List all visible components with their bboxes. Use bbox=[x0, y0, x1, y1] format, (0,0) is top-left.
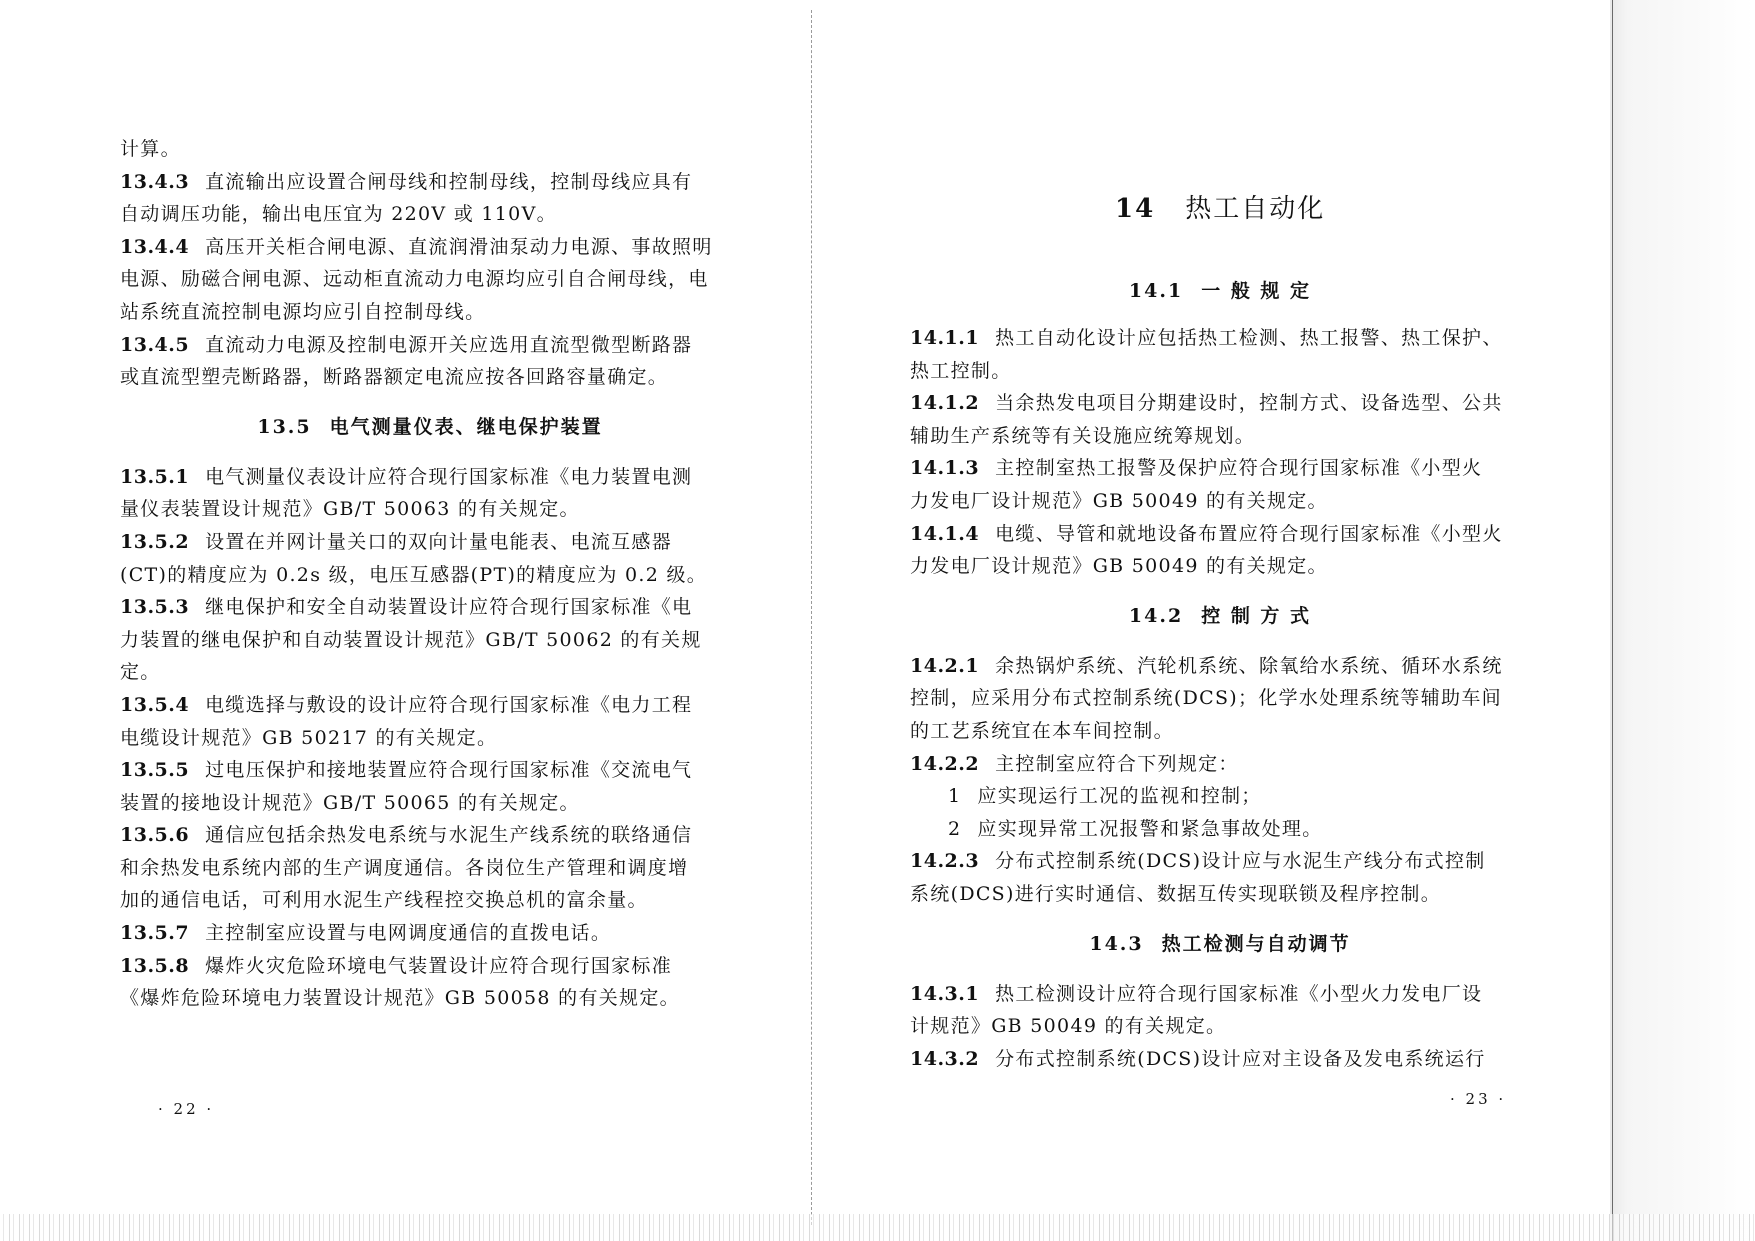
clause-number: 13.5.8 bbox=[120, 954, 190, 977]
section-number: 14.2 bbox=[1128, 604, 1184, 627]
clause-text: 电缆设计规范》GB 50217 的有关规定。 bbox=[120, 726, 498, 749]
section-heading-14-2 bbox=[910, 583, 1530, 650]
clause-line bbox=[120, 361, 740, 394]
left-page bbox=[0, 0, 812, 1241]
clause-text: 电源、励磁合闸电源、远动柜直流动力电源均应引自合闸母线，电 bbox=[120, 268, 709, 291]
clause-text: 辅助生产系统等有关设施应统筹规划。 bbox=[910, 424, 1256, 447]
clause-line bbox=[910, 485, 1530, 518]
right-page-body bbox=[910, 322, 1530, 1075]
clause-text: 或直流型塑壳断路器，断路器额定电流应按各回路容量确定。 bbox=[120, 366, 669, 389]
clause-text: 主控制室应符合下列规定： bbox=[995, 752, 1239, 775]
clause-first-line bbox=[910, 387, 1530, 420]
clause-line bbox=[120, 559, 740, 592]
clause-number: 13.5.1 bbox=[120, 465, 190, 488]
clause-text: 主控制室热工报警及保护应符合现行国家标准《小型火 bbox=[995, 457, 1483, 480]
clause-text: 计算。 bbox=[120, 138, 181, 160]
clause-text: 爆炸火灾危险环境电气装置设计应符合现行国家标准 bbox=[205, 954, 673, 977]
clause-line bbox=[120, 982, 740, 1015]
clause-number: 14.2.2 bbox=[910, 752, 980, 775]
clause-first-line bbox=[120, 526, 740, 559]
clause-line bbox=[120, 263, 740, 296]
clauses-14-1 bbox=[910, 322, 1530, 583]
clause-first-line bbox=[120, 231, 740, 264]
clause-first-line bbox=[910, 978, 1530, 1011]
clause-text: 力装置的继电保护和自动装置设计规范》GB/T 50062 的有关规 bbox=[120, 628, 702, 651]
clause-text: 直流输出应设置合闸母线和控制母线，控制母线应具有 bbox=[205, 170, 693, 193]
clause-number: 13.5.5 bbox=[120, 759, 190, 782]
clause-text: 过电压保护和接地装置应符合现行国家标准《交流电气 bbox=[205, 759, 693, 782]
clause-text: 的工艺系统宜在本车间控制。 bbox=[910, 719, 1174, 742]
clause-text: 站系统直流控制电源均应引自控制母线。 bbox=[120, 300, 486, 323]
clause-text: 定。 bbox=[120, 661, 161, 684]
clause-line bbox=[910, 420, 1530, 453]
section-title: 电气测量仪表、继电保护装置 bbox=[329, 415, 603, 438]
clause-text: 计规范》GB 50049 的有关规定。 bbox=[910, 1015, 1227, 1038]
clause-line bbox=[910, 550, 1530, 583]
clause-number: 14.2.1 bbox=[910, 654, 980, 677]
section-title: 控 制 方 式 bbox=[1201, 604, 1312, 627]
list-item-number: 2 bbox=[948, 817, 962, 840]
clause-line bbox=[120, 624, 740, 657]
clause-first-line bbox=[910, 845, 1530, 878]
clause-first-line bbox=[120, 950, 740, 983]
clause-text: 继电保护和安全自动装置设计应符合现行国家标准《电 bbox=[205, 596, 693, 619]
clause-text: 电缆选择与敷设的设计应符合现行国家标准《电力工程 bbox=[205, 693, 693, 716]
clause-first-line bbox=[120, 591, 740, 624]
clause-number: 13.5.2 bbox=[120, 530, 190, 553]
clauses-14-2-3 bbox=[910, 845, 1530, 910]
clause-first-line bbox=[910, 748, 1530, 781]
list-item bbox=[910, 813, 1530, 846]
clause-number: 13.5.4 bbox=[120, 693, 190, 716]
clause-text: 直流动力电源及控制电源开关应选用直流型微型断路器 bbox=[205, 333, 693, 356]
clause-text: 主控制室应设置与电网调度通信的直拨电话。 bbox=[205, 922, 612, 945]
clause-text: 分布式控制系统(DCS)设计应与水泥生产线分布式控制 bbox=[995, 850, 1486, 873]
section-heading-14-3 bbox=[910, 911, 1530, 978]
list-item-number: 1 bbox=[948, 785, 962, 808]
clause-text: 当余热发电项目分期建设时，控制方式、设备选型、公共 bbox=[995, 392, 1503, 415]
clause-number: 14.1.3 bbox=[910, 457, 980, 480]
chapter-number: 14 bbox=[1115, 194, 1156, 224]
clause-line bbox=[910, 878, 1530, 911]
clause-text: 电气测量仪表设计应符合现行国家标准《电力装置电测 bbox=[205, 465, 693, 488]
section-title: 热工检测与自动调节 bbox=[1161, 932, 1351, 955]
clause-text: 高压开关柜合闸电源、直流润滑油泵动力电源、事故照明 bbox=[205, 235, 713, 258]
clauses-14-3 bbox=[910, 978, 1530, 1076]
clause-line bbox=[910, 715, 1530, 748]
clause-number: 14.1.1 bbox=[910, 327, 980, 349]
clause-text: 热工检测设计应符合现行国家标准《小型火力发电厂设 bbox=[995, 982, 1483, 1005]
clause-first-line bbox=[910, 322, 1530, 355]
scan-page-edge bbox=[1612, 0, 1613, 1241]
section-heading-14-1 bbox=[910, 258, 1530, 325]
clause-text: 电缆、导管和就地设备布置应符合现行国家标准《小型火 bbox=[995, 522, 1503, 545]
clause-number: 13.4.5 bbox=[120, 333, 190, 356]
clause-number: 14.1.4 bbox=[910, 522, 980, 545]
page-number-left: · 22 · bbox=[158, 1100, 215, 1118]
clause-line bbox=[120, 656, 740, 689]
clause-text: 控制，应采用分布式控制系统(DCS)；化学水处理系统等辅助车间 bbox=[910, 687, 1502, 710]
scan-edge-shadow bbox=[1610, 0, 1755, 1241]
list-item-text: 应实现异常工况报警和紧急事故处理。 bbox=[977, 817, 1323, 840]
clause-text: 系统(DCS)进行实时通信、数据互传实现联锁及程序控制。 bbox=[910, 882, 1442, 905]
clause-text: (CT)的精度应为 0.2s 级，电压互感器(PT)的精度应为 0.2 级。 bbox=[120, 563, 708, 586]
clause-text: 通信应包括余热发电系统与水泥生产线系统的联络通信 bbox=[205, 824, 693, 847]
clause-number: 14.3.1 bbox=[910, 982, 980, 1005]
clause-first-line bbox=[910, 650, 1530, 683]
clause-text: 量仪表装置设计规范》GB/T 50063 的有关规定。 bbox=[120, 498, 580, 521]
clause-text: 和余热发电系统内部的生产调度通信。各岗位生产管理和调度增 bbox=[120, 856, 689, 879]
clause-line bbox=[910, 1010, 1530, 1043]
clause-text: 《爆炸危险环境电力装置设计规范》GB 50058 的有关规定。 bbox=[120, 987, 680, 1010]
clause-line bbox=[120, 493, 740, 526]
page-number-right: · 23 · bbox=[1450, 1090, 1507, 1108]
section-number: 14.3 bbox=[1089, 932, 1144, 955]
clause-text: 自动调压功能，输出电压宜为 220V 或 110V。 bbox=[120, 203, 557, 226]
section-number: 13.5 bbox=[257, 415, 312, 438]
clause-line bbox=[120, 296, 740, 329]
left-page-body bbox=[120, 133, 740, 1015]
clause-line bbox=[120, 884, 740, 917]
clauses-14-2 bbox=[910, 650, 1530, 780]
clause-text: 热工控制。 bbox=[910, 359, 1012, 382]
clause-text: 余热锅炉系统、汽轮机系统、除氧给水系统、循环水系统 bbox=[995, 654, 1503, 677]
clause-number: 13.5.3 bbox=[120, 596, 190, 619]
clause-number: 13.4.3 bbox=[120, 170, 190, 193]
clauses-13-4 bbox=[120, 133, 740, 394]
clause-text: 力发电厂设计规范》GB 50049 的有关规定。 bbox=[910, 489, 1328, 512]
clause-number: 14.1.2 bbox=[910, 392, 980, 415]
clause-first-line bbox=[120, 754, 740, 787]
list-item bbox=[910, 780, 1530, 813]
clause-text: 热工自动化设计应包括热工检测、热工报警、热工保护、 bbox=[995, 327, 1503, 349]
clause-number: 14.2.3 bbox=[910, 850, 980, 873]
section-heading-13-5 bbox=[120, 394, 740, 461]
clause-number: 13.5.6 bbox=[120, 824, 190, 847]
clause-first-line bbox=[120, 819, 740, 852]
chapter-title: 热工自动化 bbox=[1185, 194, 1326, 224]
clause-text: 装置的接地设计规范》GB/T 50065 的有关规定。 bbox=[120, 791, 580, 814]
clause-first-line bbox=[910, 1043, 1530, 1076]
clauses-13-5 bbox=[120, 461, 740, 1015]
clause-line bbox=[120, 722, 740, 755]
clause-text: 加的通信电话，可利用水泥生产线程控交换总机的富余量。 bbox=[120, 889, 648, 912]
section-number: 14.1 bbox=[1128, 280, 1184, 302]
clause-number: 13.4.4 bbox=[120, 235, 190, 258]
list-14-2-2 bbox=[910, 780, 1530, 845]
chapter-heading bbox=[1115, 188, 1325, 225]
clause-first-line bbox=[120, 166, 740, 199]
clause-line bbox=[120, 198, 740, 231]
clause-first-line bbox=[120, 329, 740, 362]
clause-first-line bbox=[120, 917, 740, 950]
clause-line bbox=[120, 787, 740, 820]
clause-line bbox=[120, 852, 740, 885]
clause-text: 分布式控制系统(DCS)设计应对主设备及发电系统运行 bbox=[995, 1047, 1486, 1070]
clause-line bbox=[910, 355, 1530, 388]
clause-text: 力发电厂设计规范》GB 50049 的有关规定。 bbox=[910, 555, 1328, 578]
list-item-text: 应实现运行工况的监视和控制； bbox=[977, 785, 1262, 808]
clause-line bbox=[910, 682, 1530, 715]
clause-text: 设置在并网计量关口的双向计量电能表、电流互感器 bbox=[205, 530, 673, 553]
clause-first-line bbox=[120, 689, 740, 722]
clause-number: 14.3.2 bbox=[910, 1047, 980, 1070]
clause-number: 13.5.7 bbox=[120, 922, 190, 945]
clause-first-line bbox=[910, 452, 1530, 485]
clause-line bbox=[120, 133, 740, 166]
clause-first-line bbox=[910, 518, 1530, 551]
clause-first-line bbox=[120, 461, 740, 494]
section-title: 一 般 规 定 bbox=[1201, 280, 1312, 302]
